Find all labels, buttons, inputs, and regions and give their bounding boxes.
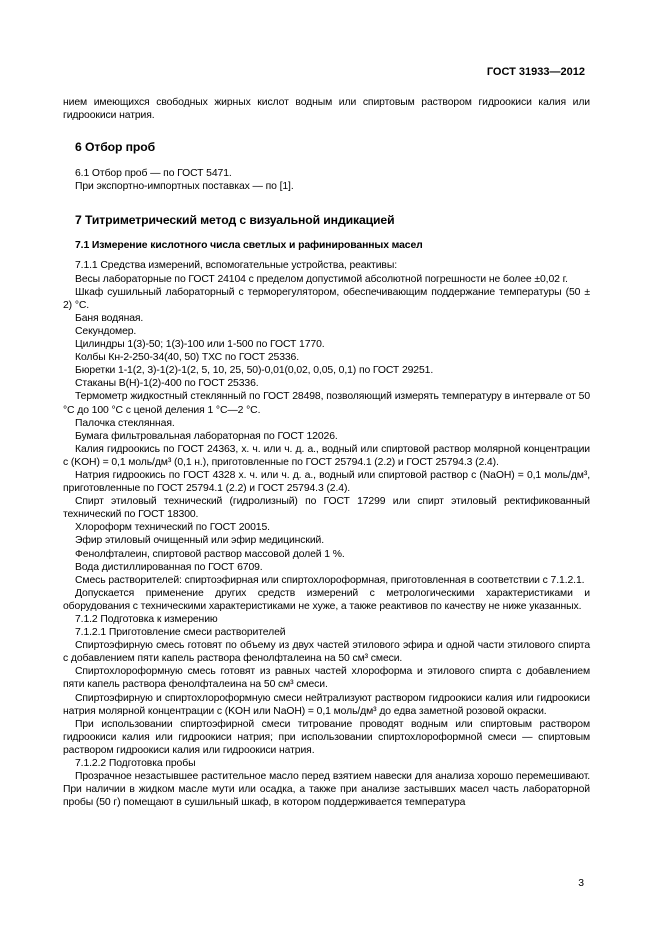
paragraph: 7.1.2.2 Подготовка пробы <box>75 758 196 770</box>
paragraph: Смесь растворителей: спиртоэфирная или спиртохлороформная, приготовленная в соответствии с 7.1.2.1. <box>75 574 585 586</box>
paragraph: Бумага фильтровальная лабораторная по ГОСТ 12026. <box>75 430 338 442</box>
paragraph: Термометр жидкостный стеклянный по ГОСТ 28498, позволяющий измерять температуру в интервале от 50 °С до 100 °С с ценой деления 1 °С—2 °С. <box>63 391 590 416</box>
paragraph: Палочка стеклянная. <box>75 417 175 429</box>
intro-paragraph: нием имеющихся свободных жирных кислот водным или спиртовым раствором гидроокиси калия или гидроокиси натрия. <box>63 97 590 122</box>
section-7-1-heading: 7.1 Измерение кислотного числа светлых и рафинированных масел <box>75 240 423 252</box>
paragraph: Секундомер. <box>75 325 137 337</box>
paragraph: Спирт этиловый технический (гидролизный) по ГОСТ 17299 или спирт этиловый ректификованный технический по ГОСТ 18300. <box>63 496 590 521</box>
paragraph: Весы лабораторные по ГОСТ 24104 с пределом допустимой абсолютной погрешности не более ±0,02 г. <box>75 273 568 285</box>
paragraph: Баня водяная. <box>75 312 144 324</box>
paragraph: 7.1.1 Средства измерений, вспомогательные устройства, реактивы: <box>75 260 397 272</box>
paragraph: Цилиндры 1(3)-50; 1(3)-100 или 1-500 по ГОСТ 1770. <box>75 339 325 351</box>
section-6-heading: 6 Отбор проб <box>75 140 155 155</box>
paragraph: Шкаф сушильный лабораторный с терморегулятором, обеспечивающим поддержание температуры (50 ± 2) °С. <box>63 286 590 311</box>
paragraph: Допускается применение других средств измерений с метрологическими характеристиками и оборудования с техническими характеристиками не хуже, а также реактивов по качеству не ниже указанных. <box>63 587 590 612</box>
section-6-2: При экспортно-импортных поставках — по [1]. <box>75 181 294 193</box>
paragraph: Прозрачное незастывшее растительное масло перед взятием навески для анализа хорошо перемешивают. При наличии в жидком масле мути или осадка, а также при анализе застывших масел часть лабораторной пробы (50 г) помещают в сушильный шкаф, в котором поддерживается температура <box>63 771 590 809</box>
paragraph: Спиртохлороформную смесь готовят из равных частей хлороформа и этилового спирта с добавлением пяти капель раствора фенолфталеина на 50 см³ смеси. <box>63 666 590 691</box>
paragraph: 7.1.2 Подготовка к измерению <box>75 614 218 625</box>
body-text <box>63 96 590 809</box>
paragraph: Колбы Кн-2-250-34(40, 50) ТХС по ГОСТ 25336. <box>75 352 300 364</box>
paragraph: Хлороформ технический по ГОСТ 20015. <box>75 522 270 534</box>
paragraph: 7.1.2.1 Приготовление смеси растворителей <box>75 627 286 639</box>
page-number: 3 <box>578 878 584 889</box>
paragraph: Натрия гидроокись по ГОСТ 4328 х. ч. или ч. д. а., водный или спиртовой раствор c (NaOH) = 0,1 моль/дм³, приготовленные по ГОСТ 25794.1 (2.2) и ГОСТ 25794.3 (2.4). <box>63 469 590 495</box>
section-6-1: 6.1 Отбор проб — по ГОСТ 5471. <box>75 168 232 180</box>
paragraph: Калия гидроокись по ГОСТ 24363, х. ч. или ч. д. а., водный или спиртовой раствор молярной концентрации c (KOH) = 0,1 моль/дм³ (0,1 н.), приготовленные по ГОСТ 25794.1 (2.2) и ГОСТ 25794.3 (2.4). <box>63 443 590 468</box>
paragraph: Бюретки 1-1(2, 3)-1(2)-1(2, 5, 10, 25, 50)-0,01(0,02, 0,05, 0,1) по ГОСТ 29251. <box>75 365 434 377</box>
standard-number: ГОСТ 31933—2012 <box>486 66 585 78</box>
section-7-heading: 7 Титриметрический метод с визуальной индикацией <box>75 213 395 228</box>
paragraph: Спиртоэфирную смесь готовят по объему из двух частей этилового эфира и одной части этилового спирта с добавлением пяти капель раствора фенолфталеина на 50 см³ смеси. <box>63 640 590 665</box>
paragraph: Стаканы В(Н)-1(2)-400 по ГОСТ 25336. <box>75 378 259 390</box>
paragraph: Спиртоэфирную и спиртохлороформную смеси нейтрализуют раствором гидроокиси калия или гидроокиси натрия молярной концентрации c (KOH или NaOH) = 0,1 моль/дм³ до едва заметной розовой окраски. <box>63 692 590 717</box>
paragraph: Вода дистиллированная по ГОСТ 6709. <box>75 561 263 573</box>
paragraph: При использовании спиртоэфирной смеси титрование проводят водным или спиртовым раствором гидроокиси калия или гидроокиси натрия; при использовании спиртохлороформной смеси — спиртовым раствором гидроокиси калия или гидроокиси натрия. <box>63 718 590 756</box>
paragraph: Эфир этиловый очищенный или эфир медицинский. <box>75 535 325 547</box>
paragraph: Фенолфталеин, спиртовой раствор массовой долей 1 %. <box>75 548 345 560</box>
